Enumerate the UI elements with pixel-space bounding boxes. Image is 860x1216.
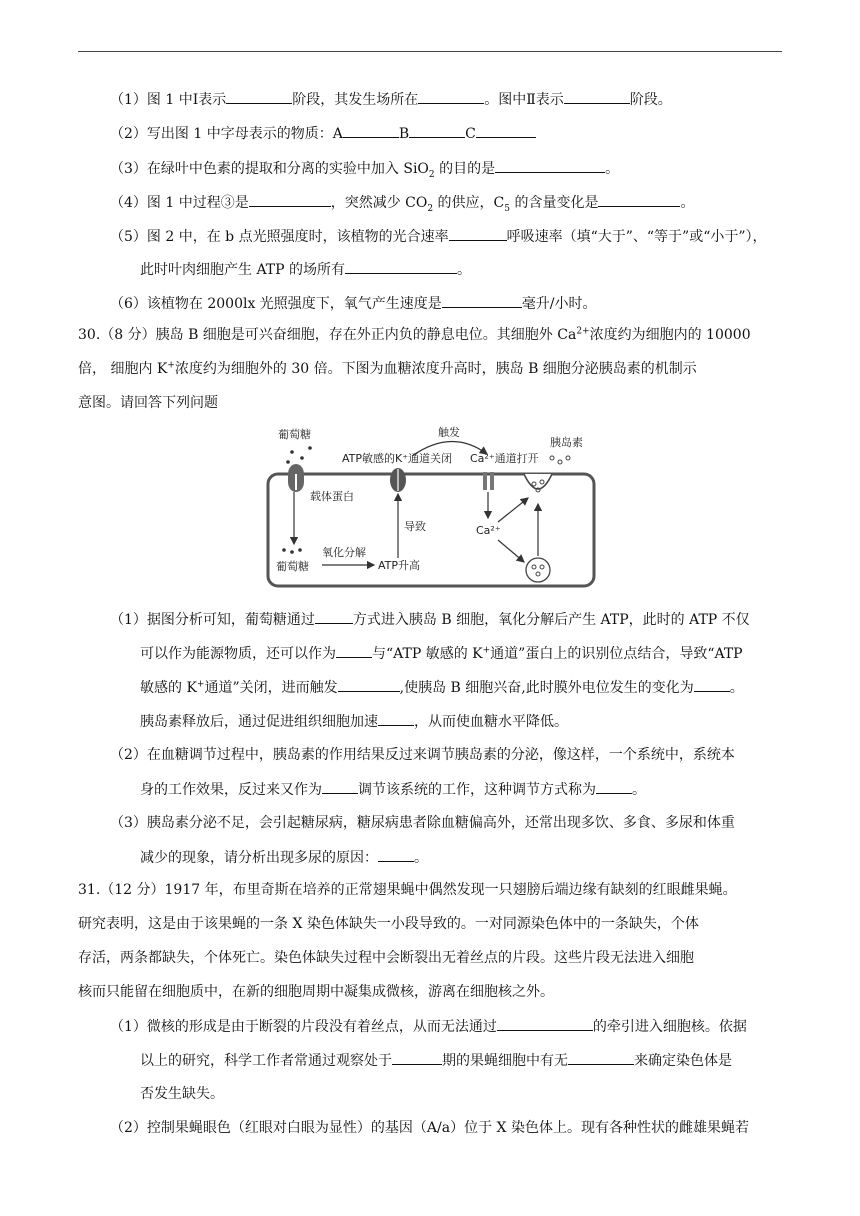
q30-part3-line2 — [140, 847, 428, 868]
q29-part1-text-d: 阶段。 — [629, 92, 672, 108]
insulin-label: 胰岛素 — [550, 436, 583, 449]
q31-part2-line1: （2）控制果蝇眼色（红眼对白眼为显性）的基因（A/a）位于 X 染色体上。现有各种性状的雌雄果蝇若 — [110, 1120, 749, 1136]
q29-part1 — [110, 89, 672, 110]
q29-part5-text-b: 呼吸速率（填“大于”、“等于”或“小于”）， — [506, 229, 767, 245]
answer-blank[interactable] — [315, 609, 353, 624]
figure-svg — [262, 422, 602, 590]
answer-blank[interactable] — [476, 123, 536, 138]
subscript: 5 — [504, 203, 510, 214]
q29-part5-text-c: 此时叶肉细胞产生 ATP 的场所有 — [140, 262, 346, 278]
q31-stem-line4: 核而只能留在细胞质中，在新的细胞周期中凝集成微核，游离在细胞核之外。 — [78, 984, 554, 1000]
q29-part5-cont — [140, 259, 471, 280]
q30-part1-line4 — [140, 711, 568, 732]
q29-part2-text-c: C — [465, 126, 476, 142]
oxidation-label: 氧化分解 — [322, 546, 366, 559]
q31-part1-text: （1）微核的形成是由于断裂的片段没有着丝点，从而无法通过 — [110, 1019, 497, 1035]
q29-part2 — [110, 123, 536, 144]
q30-text: 倍， 细胞内 K — [78, 361, 168, 377]
q29-part1-text-a: （1）图 1 中Ⅰ表示 — [110, 92, 227, 108]
answer-blank[interactable] — [249, 192, 331, 207]
q30-part3-text: 。 — [414, 850, 428, 866]
answer-blank[interactable] — [564, 89, 630, 104]
q30-stem-line1 — [78, 325, 751, 345]
q31-stem-line2: 研究表明，这是由于该果蝇的一条 X 染色体缺失一小段导致的。一对同源染色体中的一条缺失，个体 — [78, 916, 699, 932]
q30-text: 浓度约为细胞内的 10000 — [589, 327, 751, 343]
superscript: + — [167, 360, 175, 371]
q30-part1-text: 敏感的 K — [140, 680, 197, 696]
ca-to-vesicle-arrow-top — [498, 498, 528, 522]
q30-part3-text: 减少的现象，请分析出现多尿的原因： — [140, 850, 378, 866]
cause-label: 导致 — [404, 520, 426, 533]
answer-blank[interactable] — [226, 89, 292, 104]
q30-stem-line3: 意图。请回答下列问题 — [78, 395, 218, 411]
q31-part1-line1 — [110, 1016, 747, 1037]
answer-blank[interactable] — [392, 1050, 442, 1065]
subscript: 2 — [427, 203, 434, 214]
q29-part5 — [110, 226, 767, 247]
q29-part3-text-a: （3）在绿叶中色素的提取和分离的实验中加入 SiO — [110, 161, 429, 177]
q31-stem-line3: 存活，两条都缺失，个体死亡。染色体缺失过程中会断裂出无着丝点的片段。这些片段无法进入细胞 — [78, 950, 694, 966]
q30-part2-text: 身的工作效果，反过来又作为 — [140, 782, 322, 798]
ca-label: Ca²⁺ — [476, 524, 501, 537]
q30-part1-text: ，从而使血糖水平降低。 — [414, 714, 568, 730]
q30-part1-text: （1）据图分析可知，葡萄糖通过 — [110, 612, 315, 628]
q29-part4 — [110, 192, 694, 213]
trigger-label: 触发 — [438, 426, 460, 439]
answer-blank[interactable] — [418, 89, 484, 104]
answer-blank[interactable] — [322, 779, 358, 794]
q31-part1-text: 以上的研究，科学工作者常通过观察处于 — [140, 1053, 392, 1069]
q30-text: 浓度约为细胞外的 30 倍。下图为血糖浓度升高时，胰岛 B 细胞分泌胰岛素的机制示 — [174, 361, 697, 377]
q29-part3-text-c: 。 — [605, 161, 620, 177]
subscript: 2 — [428, 169, 435, 180]
k-channel-label: ATP敏感的K⁺通道关闭 — [342, 452, 453, 465]
q31-part1-text: 期的果蝇细胞中有无 — [442, 1053, 568, 1069]
q29-part4-text-d: 的含量变化是 — [510, 195, 599, 211]
q29-part5-text-d: 。 — [457, 262, 472, 278]
answer-blank[interactable] — [497, 1016, 593, 1031]
q30-part1-text: 与“ATP 敏感的 K — [372, 646, 483, 662]
q31-part1-text: 的牵引进入细胞核。依据 — [592, 1019, 747, 1035]
atp-up-label: ATP升高 — [378, 559, 421, 572]
q30-part1-text: 方式进入胰岛 B 细胞，氧化分解后产生 ATP，此时的 ATP 不仅 — [352, 612, 750, 628]
q30-part2-line1: （2）在血糖调节过程中，胰岛素的作用结果反过来调节胰岛素的分泌，像这样，一个系统中，系统本 — [110, 747, 735, 763]
q29-part4-text-a: （4）图 1 中过程③是 — [110, 195, 249, 211]
q29-part6 — [110, 293, 597, 314]
answer-blank[interactable] — [568, 1050, 634, 1065]
superscript: 2+ — [576, 326, 590, 337]
q30-part1-text: ,使胰岛 B 细胞兴奋,此时膜外电位发生的变化为 — [399, 680, 694, 696]
insulin-outside — [550, 456, 570, 464]
carrier-label: 载体蛋白 — [310, 490, 354, 503]
q29-part5-text-a: （5）图 2 中，在 b 点光照强度时，该植物的光合速率 — [110, 229, 449, 245]
superscript: + — [482, 645, 491, 656]
q31-part1-text: 来确定染色体是 — [634, 1053, 732, 1069]
q30-part2-text: 调节该系统的工作，这种调节方式称为 — [358, 782, 596, 798]
q30-part3-line1: （3）胰岛素分泌不足，会引起糖尿病，糖尿病患者除血糖偏高外，还常出现多饮、多食、多尿和体重 — [110, 815, 735, 831]
header-rule — [78, 51, 782, 52]
q30-part1-text: 通道”蛋白上的识别位点结合，导致“ATP — [490, 646, 743, 662]
q29-part1-text-b: 阶段，其发生场所在 — [292, 92, 419, 108]
answer-blank[interactable] — [596, 779, 632, 794]
q31-part1-line2 — [140, 1050, 732, 1071]
q29-part6-text-a: （6）该植物在 2000lx 光照强度下，氧气产生速度是 — [110, 296, 442, 312]
answer-blank[interactable] — [495, 158, 605, 173]
glucose-inside-label: 葡萄糖 — [276, 560, 309, 573]
answer-blank[interactable] — [345, 259, 457, 274]
q31-stem-line1: 31.（12 分）1917 年，布里奇斯在培养的正常翅果蝇中偶然发现一只翅膀后端边缘有缺刻的红眼雌果蝇。 — [78, 882, 737, 898]
q30-part1-line2 — [140, 643, 743, 664]
q29-part2-text-a: （2）写出图 1 中字母表示的物质：A — [110, 126, 343, 142]
insulin-mechanism-figure — [262, 422, 602, 590]
q30-part1-text: 胰岛素释放后，通过促进组织细胞加速 — [140, 714, 378, 730]
superscript: + — [196, 679, 205, 690]
q29-part1-text-c: 。图中Ⅱ表示 — [484, 92, 564, 108]
answer-blank[interactable] — [449, 226, 507, 241]
q30-text: 30.（8 分）胰岛 B 细胞是可兴奋细胞，存在外正内负的静息电位。其细胞外 Ca — [78, 327, 577, 343]
q30-part1-line3 — [140, 677, 744, 698]
answer-blank[interactable] — [343, 123, 399, 138]
answer-blank[interactable] — [409, 123, 465, 138]
q29-part4-text-c: 的供应，C — [433, 195, 505, 211]
glucose-dots-inside — [282, 548, 302, 554]
q30-part1-text: 。 — [729, 680, 744, 696]
q29-part6-text-b: 毫升/小时。 — [521, 296, 597, 312]
q30-part2-text: 。 — [632, 782, 646, 798]
q29-part2-text-b: B — [398, 126, 410, 142]
exocytosis-vesicle — [524, 474, 552, 489]
answer-blank[interactable] — [338, 677, 400, 692]
ca-to-vesicle-arrow-bottom — [498, 540, 524, 562]
q31-part1-line3: 否发生缺失。 — [140, 1086, 224, 1102]
answer-blank[interactable] — [378, 711, 414, 726]
answer-blank[interactable] — [378, 847, 414, 862]
q29-part3 — [110, 158, 619, 179]
q29-part4-text-e: 。 — [680, 195, 695, 211]
answer-blank[interactable] — [598, 192, 680, 207]
glucose-label: 葡萄糖 — [278, 428, 311, 441]
ca-channel-icon — [483, 472, 487, 490]
q29-part4-text-b: ，突然减少 CO — [330, 195, 428, 211]
q30-stem-line2 — [78, 359, 697, 379]
answer-blank[interactable] — [694, 677, 730, 692]
q30-part1-line1 — [110, 609, 750, 630]
q30-part2-line2 — [140, 779, 646, 800]
q29-part3-text-b: 的目的是 — [434, 161, 496, 177]
ca-channel-label: Ca²⁺通道打开 — [470, 452, 539, 465]
q30-part1-text: 通道”关闭，进而触发 — [204, 680, 338, 696]
answer-blank[interactable] — [336, 643, 372, 658]
q30-part1-text: 可以作为能源物质，还可以作为 — [140, 646, 336, 662]
insulin-granules — [532, 565, 544, 576]
answer-blank[interactable] — [442, 293, 522, 308]
insulin-vesicle — [526, 558, 550, 582]
